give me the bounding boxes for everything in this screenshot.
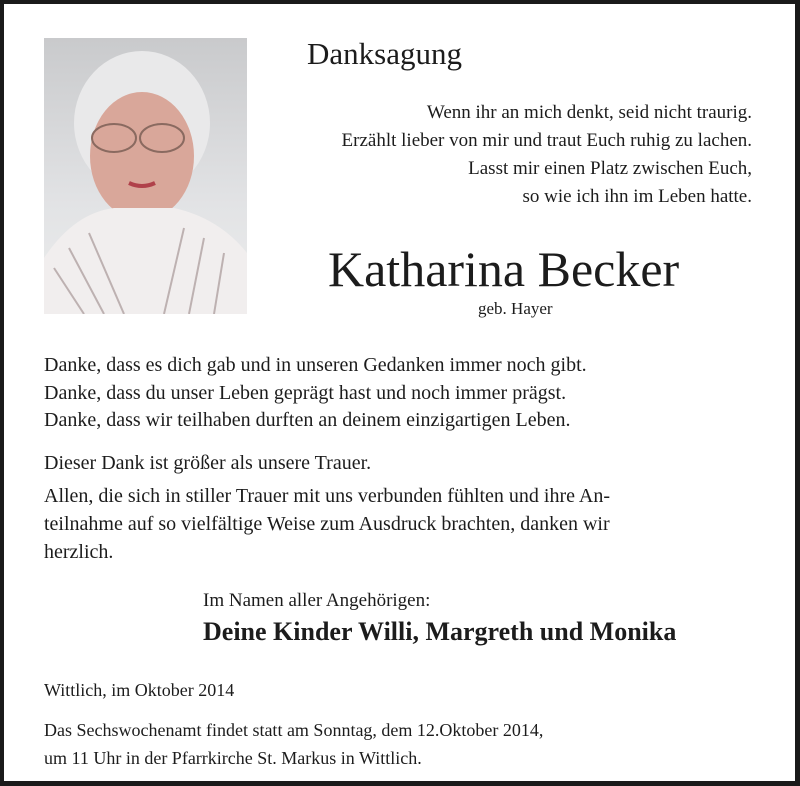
deceased-name: Katharina Becker: [328, 241, 680, 297]
poem-line: Wenn ihr an mich denkt, seid nicht traurig.: [426, 102, 752, 123]
obituary-notice: [4, 4, 795, 781]
body-line: Danke, dass wir teilhaben durften an deinem einzigartigen Leben.: [44, 409, 571, 431]
body-line: Dieser Dank ist größer als unsere Trauer.: [44, 452, 372, 474]
service-line: Das Sechswochenamt findet statt am Sonntag, dem 12.Oktober 2014,: [44, 720, 544, 740]
place-date: Wittlich, im Oktober 2014: [44, 680, 235, 700]
poem-line: so wie ich ihn im Leben hatte.: [522, 186, 752, 207]
heading: Danksagung: [307, 36, 462, 71]
body-line: Allen, die sich in stiller Trauer mit uns verbunden fühlten und ihre An-: [44, 485, 611, 507]
body-line: teilnahme auf so vielfältige Weise zum Ausdruck brachten, danken wir: [44, 513, 610, 535]
body-line: Danke, dass du unser Leben geprägt hast und noch immer prägst.: [44, 382, 567, 404]
portrait-photo: [44, 38, 247, 314]
signature-intro: Im Namen aller Angehörigen:: [203, 590, 431, 611]
service-line: um 11 Uhr in der Pfarrkirche St. Markus in Wittlich.: [44, 748, 422, 768]
poem-line: Lasst mir einen Platz zwischen Euch,: [468, 158, 752, 179]
maiden-name: geb. Hayer: [478, 299, 553, 318]
poem-line: Erzählt lieber von mir und traut Euch ruhig zu lachen.: [341, 130, 752, 151]
body-line: Danke, dass es dich gab und in unseren Gedanken immer noch gibt.: [44, 354, 587, 376]
body-line: herzlich.: [44, 541, 114, 563]
signature: Deine Kinder Willi, Margreth und Monika: [203, 617, 677, 646]
